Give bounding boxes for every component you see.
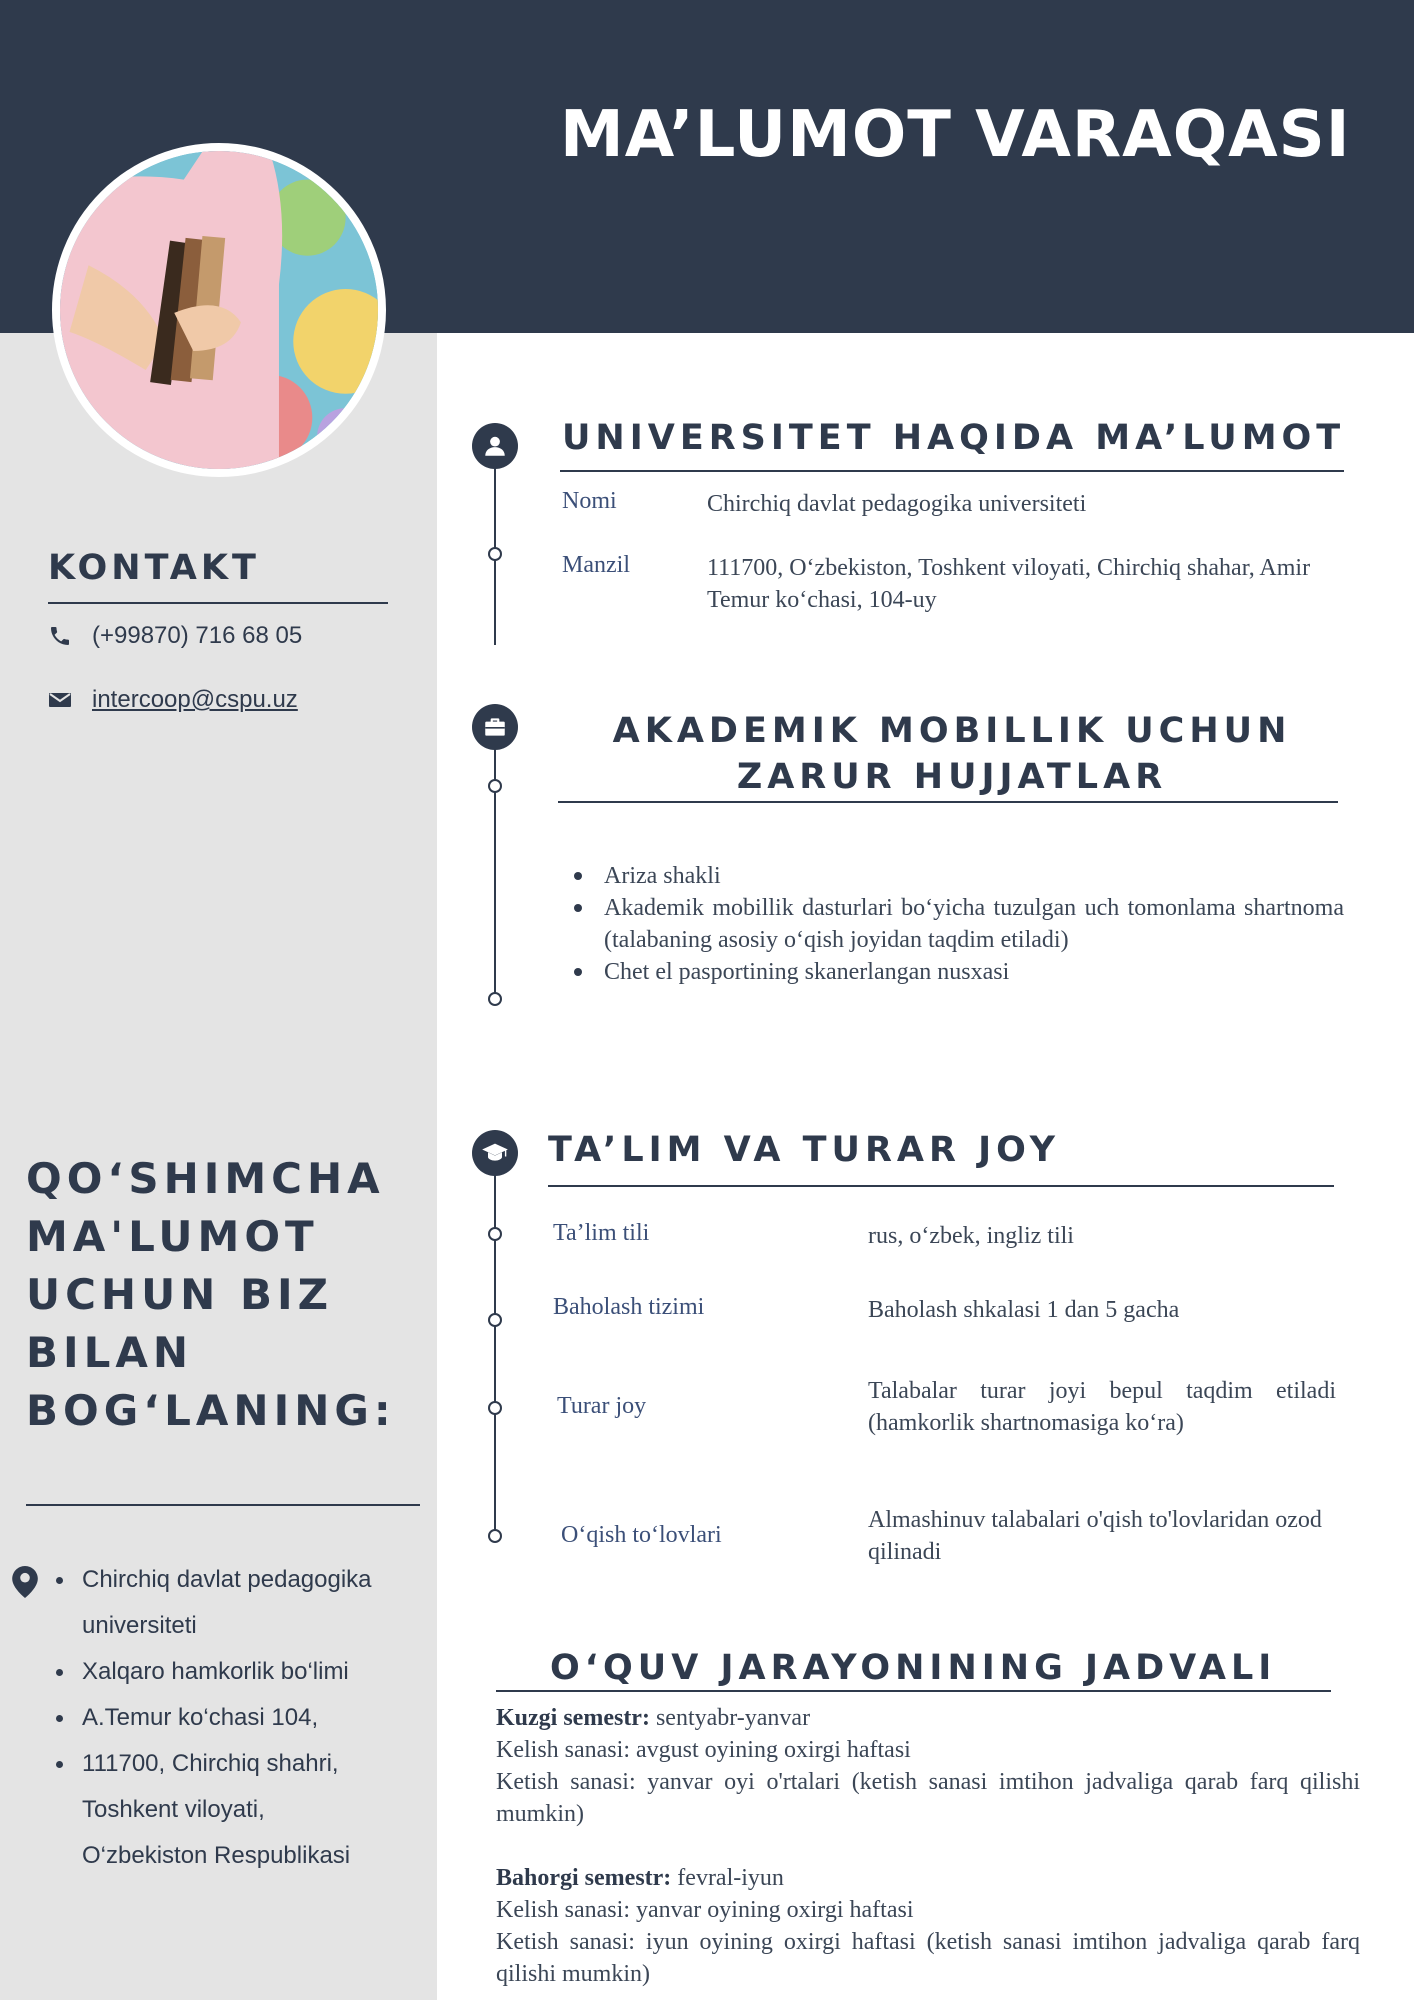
education-heading: TA’LIM VA TURAR JOY [548,1130,1060,1170]
email-row [48,686,298,714]
documents-list [574,860,1344,988]
documents-divider [558,801,1338,803]
extra-info-divider [26,1504,420,1506]
address-list [56,1557,386,1879]
document-item: Ariza shakli [574,860,1344,892]
fall-arrival: Kelish sanasi: avgust oyining oxirgi haftasi [496,1737,911,1763]
language-label: Ta’lim tili [553,1220,650,1246]
spring-arrival: Kelish sanasi: yanvar oyining oxirgi haftasi [496,1897,914,1923]
document-item: Akademik mobillik dasturlari bo‘yicha tuzulgan uch tomonlama shartnoma (talabaning asosiy o‘qish joyidan taqdim etiladi) [574,892,1344,956]
schedule-divider [496,1690,1331,1692]
document-item: Chet el pasportining skanerlangan nusxasi [574,956,1344,988]
fall-semester-label: Kuzgi semestr: [496,1705,650,1731]
briefcase-icon [472,704,518,750]
contact-divider [48,602,388,604]
housing-label: Turar joy [557,1393,647,1419]
tuition-value: Almashinuv talabalari o'qish to'lovlaridan ozod qilinadi [868,1507,1322,1565]
spring-semester-label: Bahorgi semestr: [496,1865,672,1891]
user-icon [472,423,518,469]
grading-label: Baholash tizimi [553,1294,705,1320]
student-with-books-image [60,151,378,469]
education-divider [548,1185,1334,1187]
timeline-dot [488,547,502,561]
address-item: Chirchiq davlat pedagogika universiteti [56,1557,386,1649]
address-item: Xalqaro hamkorlik bo‘limi [56,1649,386,1695]
fall-departure: Ketish sanasi: yanvar oyi o'rtalari (ketish sanasi imtihon jadvaliga qarab farq qilishi mumkin) [496,1769,1360,1827]
language-value: rus, o‘zbek, ingliz tili [868,1223,1074,1249]
graduation-cap-icon [472,1130,518,1176]
address-label: Manzil [562,552,630,578]
timeline-line [494,728,496,1000]
timeline-dot [488,1529,502,1543]
fall-semester-line [496,1702,1360,1734]
schedule-text [496,1702,1360,1990]
spring-departure: Ketish sanasi: iyun oyining oxirgi haftasi (ketish sanasi imtihon jadvaliga qarab farq qilishi mumkin) [496,1929,1360,1987]
grading-value: Baholash shkalasi 1 dan 5 gacha [868,1297,1180,1323]
spring-semester-period: fevral-iyun [671,1865,784,1891]
tuition-label: O‘qish to‘lovlari [561,1522,722,1548]
fall-semester-period: sentyabr-yanvar [649,1705,811,1731]
address-item: A.Temur ko‘chasi 104, [56,1695,386,1741]
phone-icon [48,624,72,648]
university-name-label: Nomi [562,488,617,514]
timeline-line [494,440,496,645]
spring-semester-line [496,1862,1360,1894]
phone-number: (+99870) 716 68 05 [92,622,303,649]
housing-value: Talabalar turar joyi bepul taqdim etiladi (hamkorlik shartnomasiga ko‘ra) [868,1378,1336,1436]
address-item: 111700, Chirchiq shahri, Toshkent viloyati, O‘zbekiston Respublikasi [56,1741,386,1879]
university-heading: UNIVERSITET HAQIDA MA’LUMOT [562,418,1346,458]
university-divider [560,470,1344,472]
timeline-dot [488,1401,502,1415]
university-name-value: Chirchiq davlat pedagogika universiteti [707,491,1087,517]
profile-photo [52,143,386,477]
timeline-dot [488,779,502,793]
mail-icon [48,688,72,712]
address-value: 111700, O‘zbekiston, Toshkent viloyati, Chirchiq shahar, Amir Temur ko‘chasi, 104-uy [707,555,1311,613]
timeline-line [494,1170,496,1536]
timeline-dot [488,992,502,1006]
documents-heading: AKADEMIK MOBILLIK UCHUN ZARUR HUJJATLAR [612,711,1292,797]
contact-heading: KONTAKT [48,548,260,588]
schedule-heading: O‘QUV JARAYONINING JADVALI [550,1648,1277,1688]
phone-row [48,622,302,650]
page-title: MA’LUMOT VARAQASI [560,98,1351,172]
location-pin-icon [12,1566,38,1598]
email-link[interactable]: intercoop@cspu.uz [92,686,298,713]
extra-info-heading: QO‘SHIMCHA MA'LUMOT UCHUN BIZ BILAN BOG‘LANING: [26,1154,396,1435]
timeline-dot [488,1313,502,1327]
timeline-dot [488,1227,502,1241]
